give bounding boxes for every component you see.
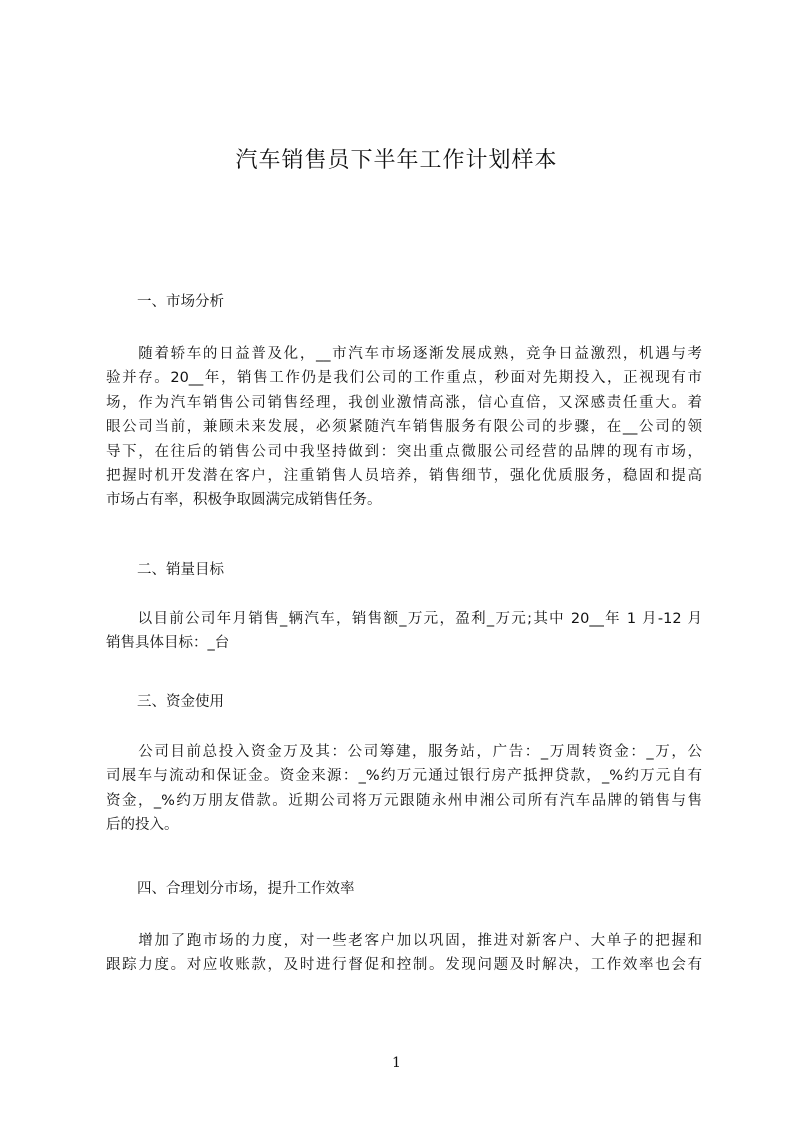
paragraph-line: 销售具体目标：_台 — [106, 635, 230, 652]
paragraph-line: 场，作为汽车销售公司销售经理，我创业激情高涨，信心直倍，又深感责任重大。着 — [106, 394, 702, 411]
paragraph-market-division — [106, 929, 702, 978]
paragraph-line: 司展车与流动和保证金。资金来源：_%约万元通过银行房产抵押贷款，_%约万元自有 — [106, 768, 702, 785]
paragraph-line: 验并存。20__年，销售工作仍是我们公司的工作重点，秒面对先期投入，正视现有市 — [106, 370, 702, 387]
paragraph-line: 随着轿车的日益普及化，__市汽车市场逐渐发展成熟，竞争日益激烈，机遇与考 — [106, 346, 702, 362]
paragraph-line: 眼公司当前，兼顾未来发展，必须紧随汽车销售服务有限公司的步骤，在__公司的领 — [106, 419, 702, 436]
section-heading-fund-usage: 三、资金使用 — [137, 694, 224, 710]
paragraph-sales-target — [106, 607, 702, 656]
section-heading-sales-target: 二、销量目标 — [137, 562, 224, 578]
paragraph-line: 公司目前总投入资金万及其：公司筹建，服务站，广告：_万周转资金：_万，公 — [106, 744, 702, 760]
page-number: 1 — [392, 1055, 401, 1071]
section-heading-market-division: 四、合理划分市场，提升工作效率 — [137, 881, 355, 897]
paragraph-line: 导下，在往后的销售公司中我坚持做到：突出重点微服公司经营的品牌的现有市场， — [106, 443, 702, 460]
paragraph-line: 以目前公司年月销售_辆汽车，销售额_万元，盈利_万元;其中 20__年 1 月-12 月 — [106, 611, 702, 627]
paragraph-line: 把握时机开发潜在客户，注重销售人员培养，销售细节，强化优质服务，稳固和提高 — [106, 467, 702, 484]
paragraph-line: 市场占有率，积极争取圆满完成销售任务。 — [106, 492, 382, 509]
section-heading-market-analysis: 一、市场分析 — [137, 294, 224, 310]
paragraph-line: 增加了跑市场的力度，对一些老客户加以巩固，推进对新客户、大单子的把握和 — [106, 933, 702, 949]
paragraph-line: 后的投入。 — [106, 817, 179, 834]
document-title: 汽车销售员下半年工作计划样本 — [235, 148, 558, 173]
paragraph-market-analysis — [106, 342, 702, 513]
paragraph-line: 资金，_%约万朋友借款。近期公司将万元跟随永州申湘公司所有汽车品牌的销售与售 — [106, 792, 702, 809]
paragraph-line: 跟踪力度。对应收账款，及时进行督促和控制。发现问题及时解决，工作效率也会有 — [106, 957, 702, 974]
paragraph-fund-usage — [106, 740, 702, 838]
